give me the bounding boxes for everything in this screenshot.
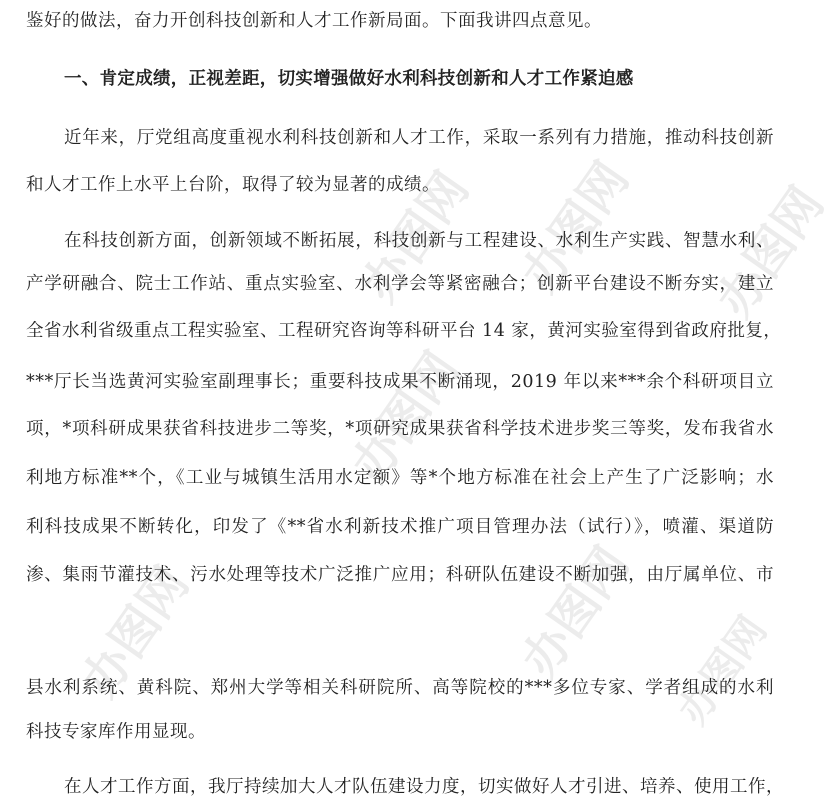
paragraph-line: 县水利系统、黄科院、郑州大学等相关科研院所、高等院校的***多位专家、学者组成的水利 <box>26 678 774 698</box>
paragraph-line: 产学研融合、院士工作站、重点实验室、水利学会等紧密融合；创新平台建设不断夯实，建立 <box>26 274 774 294</box>
paragraph-line: 项，*项科研成果获省科技进步二等奖，*项研究成果获省科学技术进步奖三等奖，发布我省水 <box>26 419 774 439</box>
watermark: 办图网 <box>706 177 835 328</box>
paragraph-line: 渗、集雨节灌技术、污水处理等技术广泛推广应用；科研队伍建设不断加强，由厅属单位、市 <box>26 565 774 585</box>
paragraph-line: 利科技成果不断转化，印发了《**省水利新技术推广项目管理办法（试行）》，喷灌、渠道防 <box>26 517 774 537</box>
watermark: 办图网 <box>669 608 777 733</box>
watermark: 办图网 <box>351 162 480 313</box>
paragraph-line: 鉴好的做法，奋力开创科技创新和人才工作新局面。下面我讲四点意见。 <box>26 11 602 31</box>
watermark: 办图网 <box>511 152 640 303</box>
paragraph-line: ***厅长当选黄河实验室副理事长；重要科技成果不断涌现，2019 年以来***余个科研项目立 <box>26 372 774 392</box>
section-heading: 一、肯定成绩，正视差距，切实增强做好水利科技创新和人才工作紧迫感 <box>64 69 634 89</box>
watermark: 办图网 <box>341 342 470 493</box>
paragraph-line: 和人才工作上水平上台阶，取得了较为显著的成绩。 <box>26 175 440 195</box>
paragraph-line: 利地方标准**个，《工业与城镇生活用水定额》等*个地方标准在社会上产生了广泛影响；水 <box>26 468 774 488</box>
watermark: 办图网 <box>511 537 640 688</box>
paragraph-line: 科技专家库作用显现。 <box>26 722 206 742</box>
watermark: 办图网 <box>71 557 200 708</box>
paragraph-line: 近年来，厅党组高度重视水利科技创新和人才工作，采取一系列有力措施，推动科技创新 <box>64 128 774 148</box>
paragraph-line: 在科技创新方面，创新领域不断拓展，科技创新与工程建设、水利生产实践、智慧水利、 <box>64 231 774 251</box>
paragraph-line: 全省水利省级重点工程实验室、工程研究咨询等科研平台 14 家，黄河实验室得到省政府批复， <box>26 321 782 341</box>
paragraph-line: 在人才工作方面，我厅持续加大人才队伍建设力度，切实做好人才引进、培养、使用工作， <box>64 777 784 797</box>
